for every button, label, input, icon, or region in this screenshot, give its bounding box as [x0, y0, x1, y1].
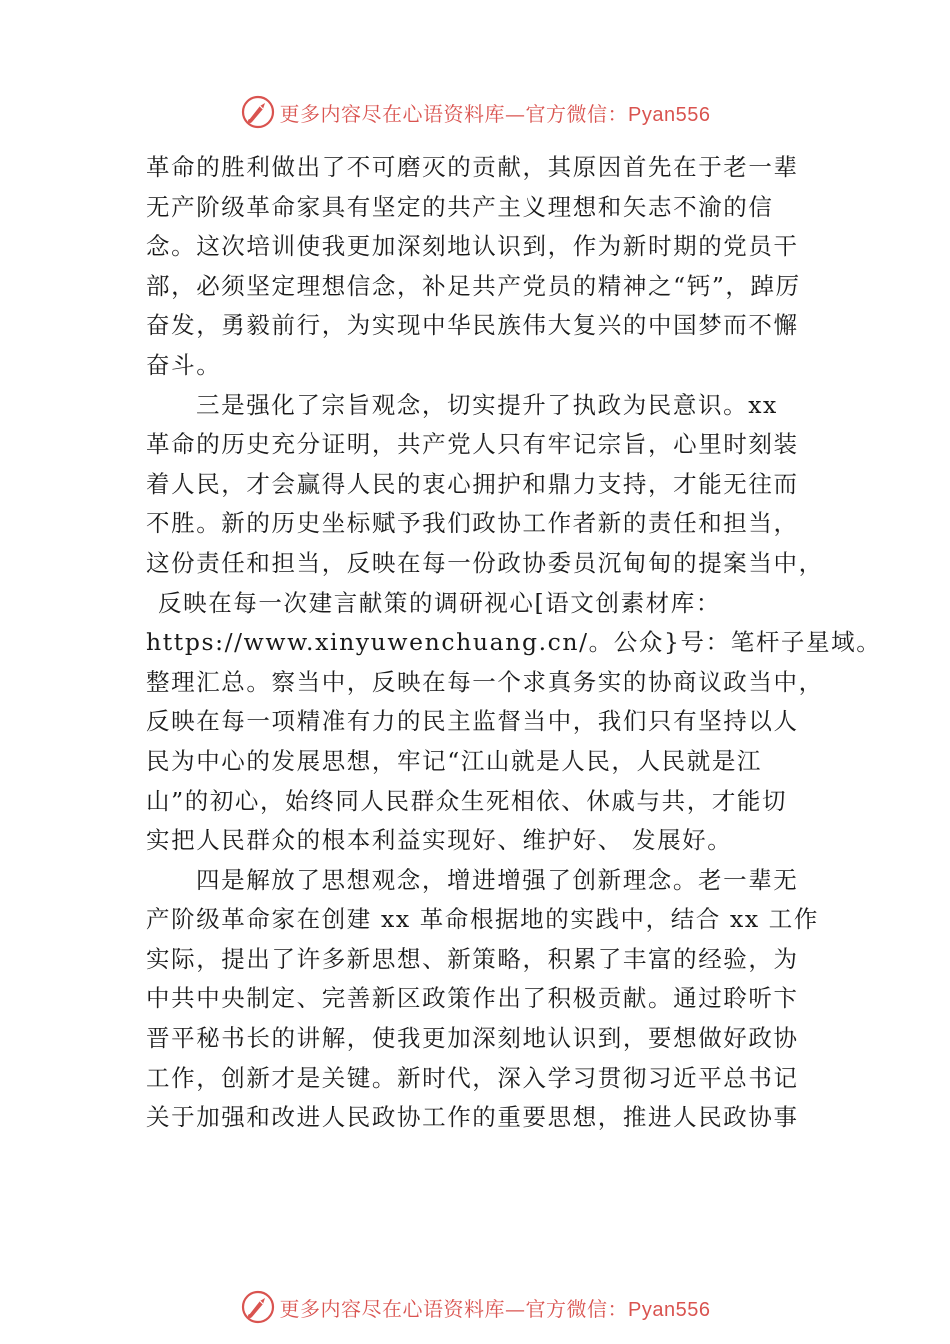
- text-line: 工作，创新才是关键。新时代，深入学习贯彻习近平总书记: [146, 1063, 799, 1092]
- text-line: 部，必须坚定理想信念，补足共产党员的精神之“钙”，踔厉: [146, 271, 801, 300]
- brand-logo-icon: [240, 1289, 276, 1325]
- text-line: 革命的胜利做出了不可磨灭的贡献，其原因首先在于老一辈: [146, 153, 799, 181]
- document-body: [146, 148, 882, 1138]
- brand-logo-icon: [240, 94, 276, 130]
- text-line: 奋发，勇毅前行，为实现中华民族伟大复兴的中国梦而不懈: [146, 311, 799, 340]
- url-line: https://www.xinyuwenchuang.cn/。公众}号：笔杆子星域。: [146, 628, 882, 657]
- text-line: 中共中央制定、完善新区政策作出了积极贡献。通过聆听卞: [146, 984, 799, 1013]
- text-line: 实把人民群众的根本利益实现好、维护好、 发展好。: [146, 826, 733, 855]
- text-line: 产阶级革命家在创建 xx 革命根据地的实践中，结合 xx 工作: [146, 905, 819, 934]
- footer-wechat-id: Pyan556: [628, 1298, 711, 1321]
- text-line: 整理汇总。察当中，反映在每一个求真务实的协商议政当中，: [146, 667, 824, 696]
- text-line: 念。这次培训使我更加深刻地认识到，作为新时期的党员干: [146, 232, 799, 261]
- text-line: 民为中心的发展思想，牢记“江山就是人民，人民就是江: [146, 746, 763, 775]
- text-line: 实际，提出了许多新思想、新策略，积累了丰富的经验，为: [146, 944, 799, 973]
- text-line: 山”的初心，始终同人民群众生死相依、休戚与共，才能切: [146, 786, 788, 815]
- paragraph-start-line: 三是强化了宗旨观念，切实提升了执政为民意识。xx: [196, 390, 778, 419]
- text-line: 关于加强和改进人民政协工作的重要思想，推进人民政协事: [146, 1103, 799, 1132]
- text-line: 不胜。新的历史坐标赋予我们政协工作者新的责任和担当，: [146, 509, 799, 538]
- text-line: 这份责任和担当，反映在每一份政协委员沉甸甸的提案当中，: [146, 548, 824, 577]
- footer-banner: [0, 1287, 950, 1327]
- text-line: 着人民，才会赢得人民的衷心拥护和鼎力支持，才能无往而: [146, 469, 799, 498]
- paragraph-start-line: 四是解放了思想观念，增进增强了创新理念。老一辈无: [196, 865, 799, 894]
- text-line: 晋平秘书长的讲解，使我更加深刻地认识到，要想做好政协: [146, 1024, 799, 1053]
- text-line: 反映在每一项精准有力的民主监督当中，我们只有坚持以人: [146, 707, 799, 736]
- header-banner: [0, 92, 950, 132]
- header-banner-label: 更多内容尽在心语资料库—官方微信：: [279, 101, 629, 126]
- header-wechat-id: Pyan556: [628, 103, 711, 126]
- text-line: 反映在每一次建言献策的调研视心[语文创素材库：: [158, 588, 721, 617]
- footer-banner-label: 更多内容尽在心语资料库—官方微信：: [279, 1296, 629, 1321]
- text-line: 革命的历史充分证明，共产党人只有牢记宗旨，心里时刻装: [146, 430, 799, 459]
- text-line: 无产阶级革命家具有坚定的共产主义理想和矢志不渝的信: [146, 192, 774, 221]
- text-line: 奋斗。: [146, 350, 222, 379]
